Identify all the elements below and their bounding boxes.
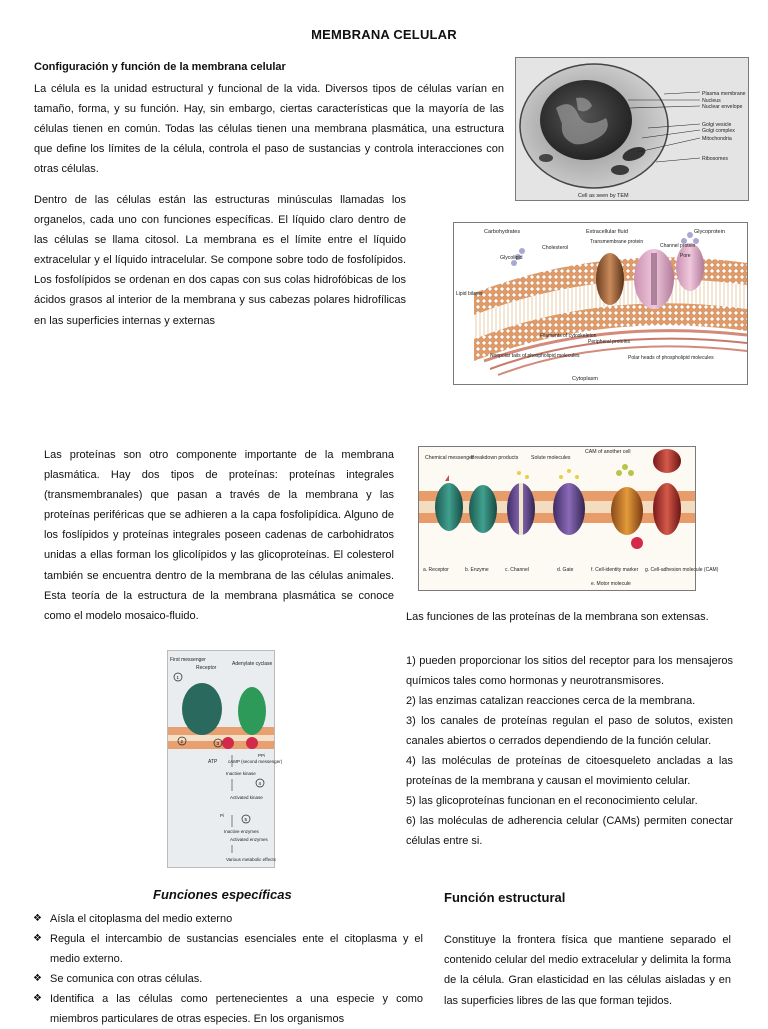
label-activated-kinase: Activated kinase — [230, 795, 263, 800]
step-number: 2 — [180, 739, 184, 744]
fluid-mosaic-illustration — [454, 223, 747, 384]
label-enzyme: b. Enzyme — [465, 567, 489, 573]
bullet-text: Identifica a las células como pertenecientes a una especie y como miembros particulares de otras especies. En los organismos — [50, 993, 423, 1025]
bullet-text: Se comunica con otras células. — [50, 973, 203, 985]
bullet-item — [33, 989, 423, 1029]
label-extracellular-fluid: Extracellular fluid — [586, 229, 628, 235]
structural-function-heading: Función estructural — [444, 890, 566, 905]
label-solute-molecules: Solute molecules — [531, 455, 571, 461]
label-cholesterol: Cholesterol — [542, 245, 569, 251]
label-cell-identity: f. Cell-identity marker — [591, 567, 639, 573]
label-motor-molecule: e. Motor molecule — [591, 581, 631, 587]
label-ribosomes: Ribosomes — [702, 156, 728, 162]
function-item: 4) las moléculas de proteínas de citoesqueleto ancladas a las proteínas de la membrana y causan el movimiento celular. — [406, 755, 733, 787]
label-chemical-messenger: Chemical messenger — [425, 455, 474, 461]
label-receptor-f4: Receptor — [196, 665, 217, 671]
section-heading-configuracion: Configuración y función de la membrana celular — [34, 61, 286, 73]
label-channel: c. Channel — [505, 567, 529, 573]
label-cell-adhesion: g. Cell-adhesion molecule (CAM) — [645, 567, 719, 573]
label-golgi-complex: Golgi complex — [702, 128, 735, 134]
label-inactive-enzymes: Inactive enzymes — [224, 829, 259, 834]
figure-cell-tem — [515, 57, 749, 201]
function-item: 6) las moléculas de adherencia celular (CAMs) permiten conectar células entre si. — [406, 815, 733, 847]
function-item: 2) las enzimas catalizan reacciones cerca de la membrana. — [406, 695, 696, 707]
label-glycolipid: Glycolipid — [500, 255, 523, 261]
paragraph-intro: La célula es la unidad estructural y funcional de la vida. Diversos tipos de células varían en tamaño, forma, y su función. Hay, sin embargo, ciertas características que la mayoría de las células tienen en común. Todas las células tienen una membrana plasmática, una estructura que define los límites de la célula, controla el paso de sustancias y controla interacciones con otras células. — [34, 83, 504, 176]
bullet-icon: ❖ — [33, 913, 42, 924]
figure-protein-functions — [418, 446, 719, 591]
label-breakdown-products: Breakdown products — [471, 455, 519, 461]
label-polar-heads: Polar heads of phospholipid molecules — [628, 355, 714, 361]
label-filaments: Filaments of cytoskeleton — [540, 333, 597, 339]
label-mitochondria: Mitochondria — [702, 136, 732, 142]
label-receptor: a. Receptor — [423, 567, 449, 573]
label-various-effects: Various metabolic effects — [226, 857, 276, 862]
bullet-icon: ❖ — [33, 993, 42, 1004]
label-adenylate-cyclase: Adenylate cyclase — [232, 661, 273, 667]
label-glycoprotein: Glycoprotein — [694, 229, 725, 235]
specific-functions-list — [33, 909, 423, 1029]
figure-second-messenger — [167, 650, 283, 868]
label-camp: cAMP (second messenger) — [228, 759, 283, 764]
label-inactive-kinase: Inactive kinase — [226, 771, 256, 776]
label-peripheral-proteins: Peripheral proteins — [588, 339, 630, 345]
label-plasma-membrane: Plasma membrane — [702, 91, 746, 97]
bullet-item — [33, 969, 423, 989]
bullet-icon: ❖ — [33, 973, 42, 984]
label-carbohydrates: Carbohydrates — [484, 229, 521, 235]
bullet-item — [33, 909, 423, 929]
paragraph-organelos: Dentro de las células están las estructuras minúsculas llamadas los organelos, cada uno con funciones específicas. El líquido claro dentro de las células se llama citosol. La membrana es el límite entre el líquido extracelular y el líquido intracelular. Se compone sobre todo de fosfolípidos. Los fosfolípidos se ordenan en dos capas con sus colas hidrofóbicas de los ácidos grasos al interior de la membrana y sus cabezas polares hidrofílicas en las superficies internas y externas — [34, 194, 406, 327]
label-first-messenger: First messenger — [170, 657, 206, 663]
page-title: MEMBRANA CELULAR — [311, 27, 457, 42]
function-item: 3) los canales de proteínas regulan el paso de solutos, existen canales abiertos o cerrados dependiendo de la función celular. — [406, 715, 733, 747]
label-cytoplasm: Cytoplasm — [572, 376, 598, 382]
figure-fluid-mosaic — [453, 222, 748, 385]
label-ppi: PPi — [258, 753, 266, 758]
step-number: 5 — [244, 817, 248, 822]
label-atp: ATP — [208, 759, 218, 765]
step-number: 1 — [176, 675, 180, 680]
label-activated-enzymes: Activated enzymes — [230, 837, 268, 842]
paragraph-structural-function: Constituye la frontera física que mantiene separado el contenido celular del medio extracelular y delimita la forma de la célula. Gran elasticidad en las células aisladas y en las superficies libres de las que forman tejidos. — [444, 934, 731, 1007]
functions-list — [406, 651, 733, 851]
figure-caption-tem: Cell as seen by TEM — [578, 193, 629, 199]
label-cam-other-cell: CAM of another cell — [585, 449, 631, 455]
step-number: 3 — [216, 741, 220, 746]
label-transmembrane: Transmembrane protein — [590, 239, 644, 245]
label-golgi-vesicle: Golgi vesicle — [702, 122, 732, 128]
label-gate: d. Gate — [557, 567, 574, 573]
bullet-icon: ❖ — [33, 933, 42, 944]
specific-functions-heading: Funciones específicas — [153, 887, 292, 902]
bullet-text: Aísla el citoplasma del medio externo — [50, 913, 233, 925]
protein-functions-illustration — [419, 447, 719, 590]
label-nuclear-envelope: Nuclear envelope — [702, 104, 743, 110]
function-item: 5) las glicoproteínas funcionan en el reconocimiento celular. — [406, 795, 698, 807]
second-messenger-illustration — [168, 651, 283, 867]
bullet-item — [33, 929, 423, 969]
step-number: 4 — [258, 781, 262, 786]
label-lipid-bilayer: Lipid bilayer — [456, 291, 483, 297]
label-nucleus: Nucleus — [702, 98, 721, 104]
cell-tem-illustration — [516, 58, 748, 200]
function-item: 1) pueden proporcionar los sitios del receptor para los mensajeros químicos tales como hormonas y neurotransmisores. — [406, 655, 733, 687]
label-pore: Pore — [680, 253, 691, 259]
label-nonpolar-tails: Nonpolar tails of phospholipid molecules — [490, 353, 580, 359]
bullet-text: Regula el intercambio de sustancias esenciales ente el citoplasma y el medio externo. — [50, 933, 423, 965]
label-pi: Pi — [220, 813, 225, 818]
paragraph-proteinas: Las proteínas son otro componente importante de la membrana plasmática. Hay dos tipos de proteínas: proteínas integrales (transmembranales) que pasan a través de la membrana y las proteínas periféricas que se adhieren a la capa fosfolipídica. Alguno de los foslípidos y proteínas integrales poseen cadenas de carbohidratos unidas a ellas forman los glicolípidos y las glicoproteínas. El colesterol también se encuentra dentro de la membrana de las células animales. Esta teoría de la estructura de la membrana plasmática se conoce como el modelo mosaico-fluido. — [44, 449, 394, 622]
functions-intro: Las funciones de las proteínas de la membrana son extensas. — [406, 611, 709, 623]
label-channel-protein: Channel protein — [660, 243, 696, 249]
